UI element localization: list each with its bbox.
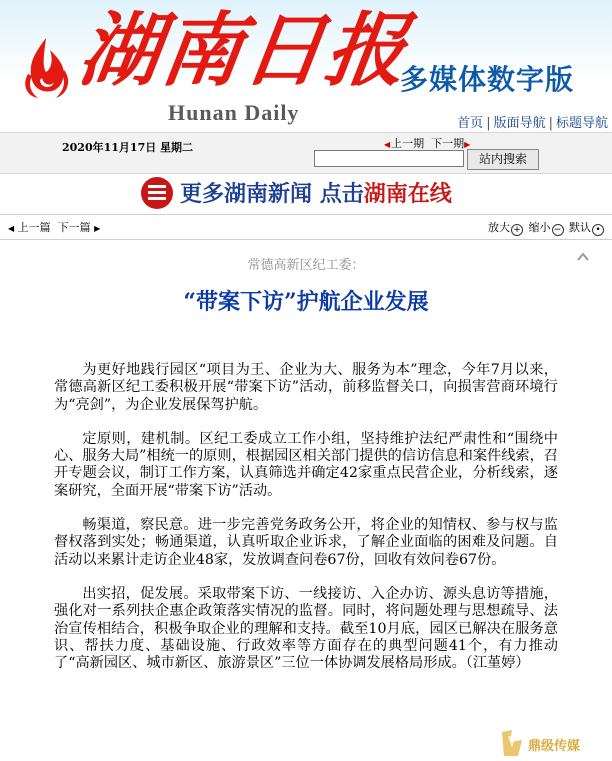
top-nav <box>457 112 608 131</box>
nav-separator: | <box>548 116 553 131</box>
article-paragraph: 畅渠道，察民意。进一步完善党务政务公开，将企业的知情权、参与权与监督权落到实处；畅通渠道，认真听取企业诉求，了解企业面临的困难及问题。自活动以来累计走访企业48家，发放调查问卷67份，回收有效问卷67份。 <box>54 517 558 568</box>
nav-home-link[interactable]: 首页 <box>457 116 484 131</box>
nav-page-navigation-link[interactable]: 版面导航 <box>493 116 546 131</box>
article-headline: “带案下访”护航企业发展 <box>183 289 429 315</box>
banner-text-more-news: 更多湖南新闻 <box>180 181 313 207</box>
masthead-title: 湖南日报 <box>73 3 415 97</box>
prev-issue-icon: ◀ <box>384 140 391 149</box>
issue-date: 2020年11月17日 星期二 <box>62 141 194 154</box>
watermark-logo-icon <box>498 728 526 758</box>
masthead <box>0 0 612 132</box>
next-issue-icon: ▶ <box>464 140 471 149</box>
masthead-subtitle: Hunan Daily <box>168 100 300 125</box>
nav-separator: | <box>486 116 491 131</box>
site-search-button[interactable]: 站内搜索 <box>467 149 539 170</box>
next-article-icon: ▶ <box>94 224 101 233</box>
zoom-default-label: 默认 <box>569 221 591 234</box>
zoom-in-button[interactable] <box>488 221 525 234</box>
article-paragraph: 为更好地践行园区“项目为王、企业为大、服务为本”理念，今年7月以来，常德高新区纪工委积极开展“带案下访”活动，前移监督关口，向损害营商环境行为“亮剑”，为企业发展保驾护航。 <box>54 362 558 413</box>
next-article-link[interactable]: 下一篇 <box>57 221 91 234</box>
nav-title-navigation-link[interactable]: 标题导航 <box>555 116 608 131</box>
font-size-controls <box>488 219 606 236</box>
hunan-online-banner[interactable] <box>140 176 480 210</box>
banner-text-click: 点击 <box>319 181 364 207</box>
newspaper-logo-icon <box>140 176 174 210</box>
prev-issue-link[interactable]: 上一期 <box>391 137 425 150</box>
zoom-default-button[interactable] <box>569 221 606 234</box>
flame-logo-icon <box>20 36 72 100</box>
article-paragraph: 定原则，建机制。区纪工委成立工作小组，坚持维护法纪严肃性和“围绕中心、服务大局”相统一的原则，根据园区相关部门提供的信访信息和案件线索，召开专题会议，制订工作方案，认真筛选并确定42家重点民营企业，分析线索，逐案研究，全面开展“带案下访”活动。 <box>54 430 558 499</box>
banner-text-hunan-online: 湖南在线 <box>363 181 452 207</box>
zoom-out-label: 缩小 <box>528 221 551 234</box>
next-issue-link[interactable]: 下一期 <box>431 137 465 150</box>
scroll-top-icon[interactable] <box>576 250 590 264</box>
banner-text <box>180 177 452 208</box>
zoom-out-button[interactable] <box>529 221 566 234</box>
minus-circle-icon: − <box>552 224 564 236</box>
article-kicker: 常德高新区纪工委： <box>247 258 365 273</box>
issue-nav <box>384 135 471 151</box>
article-nav <box>8 219 100 235</box>
prev-article-icon: ◀ <box>8 224 15 233</box>
article-body <box>54 362 558 689</box>
toolbar <box>0 132 612 174</box>
prev-article-link[interactable]: 上一篇 <box>17 221 51 234</box>
zoom-in-label: 放大 <box>488 221 510 234</box>
plus-circle-icon: + <box>511 224 523 236</box>
dot-circle-icon: • <box>592 224 604 236</box>
article-toolbar <box>0 214 612 240</box>
article-paragraph: 出实招，促发展。采取带案下访、一线接访、入企办访、源头息访等措施，强化对一系列扶企惠企政策落实情况的监督。同时，将问题处理与思想疏导、法治宣传相结合，积极争取企业的理解和支持。截至10月底，园区已解决在服务意识、帮扶力度、基础设施、行政效率等方面存在的典型问题41个，有力推动了“高新园区、城市新区、旅游景区”三位一体协调发展格局形成。（江堇婷） <box>54 585 558 672</box>
multimedia-edition-label: 多媒体数字版 <box>400 63 575 96</box>
watermark-text: 鼎级传媒 <box>528 739 581 754</box>
watermark <box>498 728 610 760</box>
site-search-input[interactable] <box>314 150 464 167</box>
